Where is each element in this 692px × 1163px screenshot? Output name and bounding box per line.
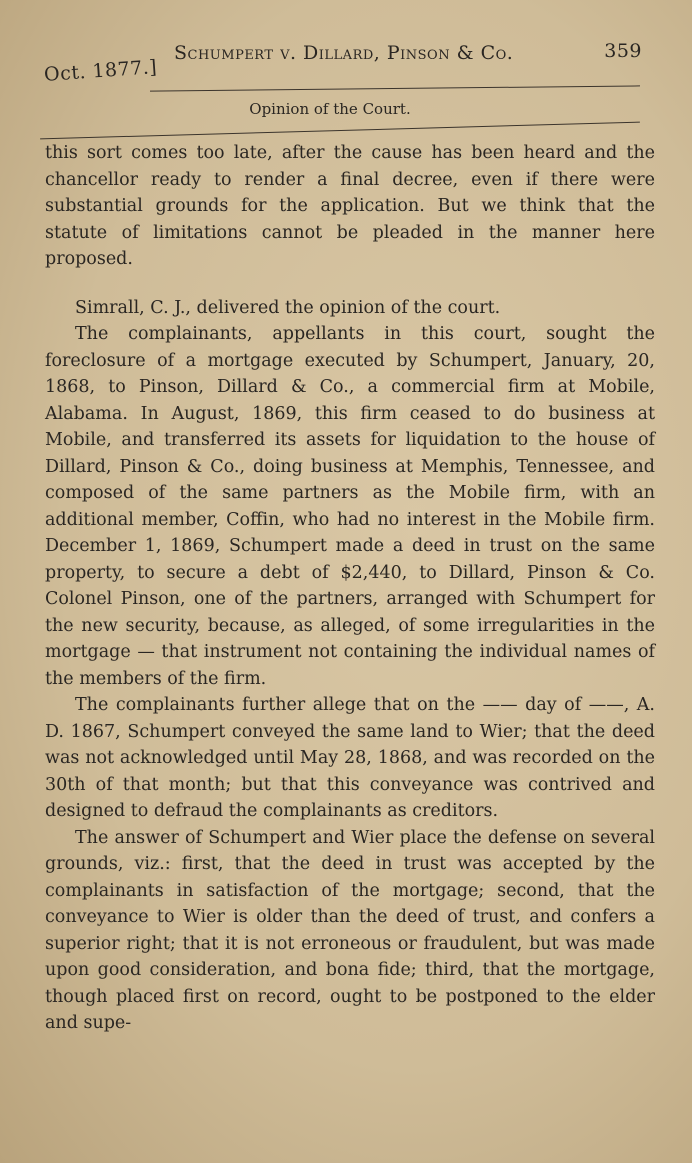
paragraph-opinion-intro: Simrall, C. J., delivered the opinion of the court. <box>75 297 501 318</box>
paragraph-answer: The answer of Schumpert and Wier place the defense on several grounds, viz.: first, that the deed in trust was accepted by the complainants in satisfaction of the mortgage; second, that the conveyance to Wier is older than the deed of trust, and confers a superior right; that it is not erroneous or fraudulent, but was made upon good consideration, and bona fide; third, that the mortgage, though placed first on record, ought to be postponed to the elder and supe- <box>45 827 655 1033</box>
paragraph-allegations: The complainants further allege that on the —— day of ——, A. D. 1867, Schumpert conveyed the same land to Wier; that the deed was not acknowledged until May 28, 1868, and was recorded on the 30th of that month; but that this conveyance was contrived and designed to defraud the complainants as creditors. <box>45 695 655 821</box>
body-text <box>45 140 655 1037</box>
header-date: Oct. 1877.] <box>43 56 158 86</box>
header-rule <box>150 85 640 91</box>
page-number: 359 <box>604 40 642 62</box>
paragraph-facts: The complainants, appellants in this court, sought the foreclosure of a mortgage executed by Schumpert, January, 20, 1868, to Pinson, Dillard & Co., a commercial firm at Mobile, Alabama. In August, 1869, this firm ceased to do business at Mobile, and transferred its assets for liquidation to the house of Dillard, Pinson & Co., doing business at Memphis, Tennessee, and composed of the same partners as the Mobile firm, with an additional member, Coffin, who had no interest in the Mobile firm. December 1, 1869, Schumpert made a deed in trust on the same property, to secure a debt of $2,440, to Dillard, Pinson & Co. Colonel Pinson, one of the partners, arranged with Schumpert for the new security, because, as alleged, of some irregularities in the mortgage — that instrument not containing the individual names of the members of the firm. <box>45 324 655 689</box>
paragraph-continuation: this sort comes too late, after the cause has been heard and the chancellor ready to render a final decree, even if there were substantial grounds for the application. But we think that the statute of limitations cannot be pleaded in the manner here proposed. <box>45 143 655 269</box>
subheading-rule <box>40 122 640 140</box>
header-case-title: Schumpert v. Dillard, Pinson & Co. <box>174 42 514 64</box>
section-subheading: Opinion of the Court. <box>249 100 411 118</box>
